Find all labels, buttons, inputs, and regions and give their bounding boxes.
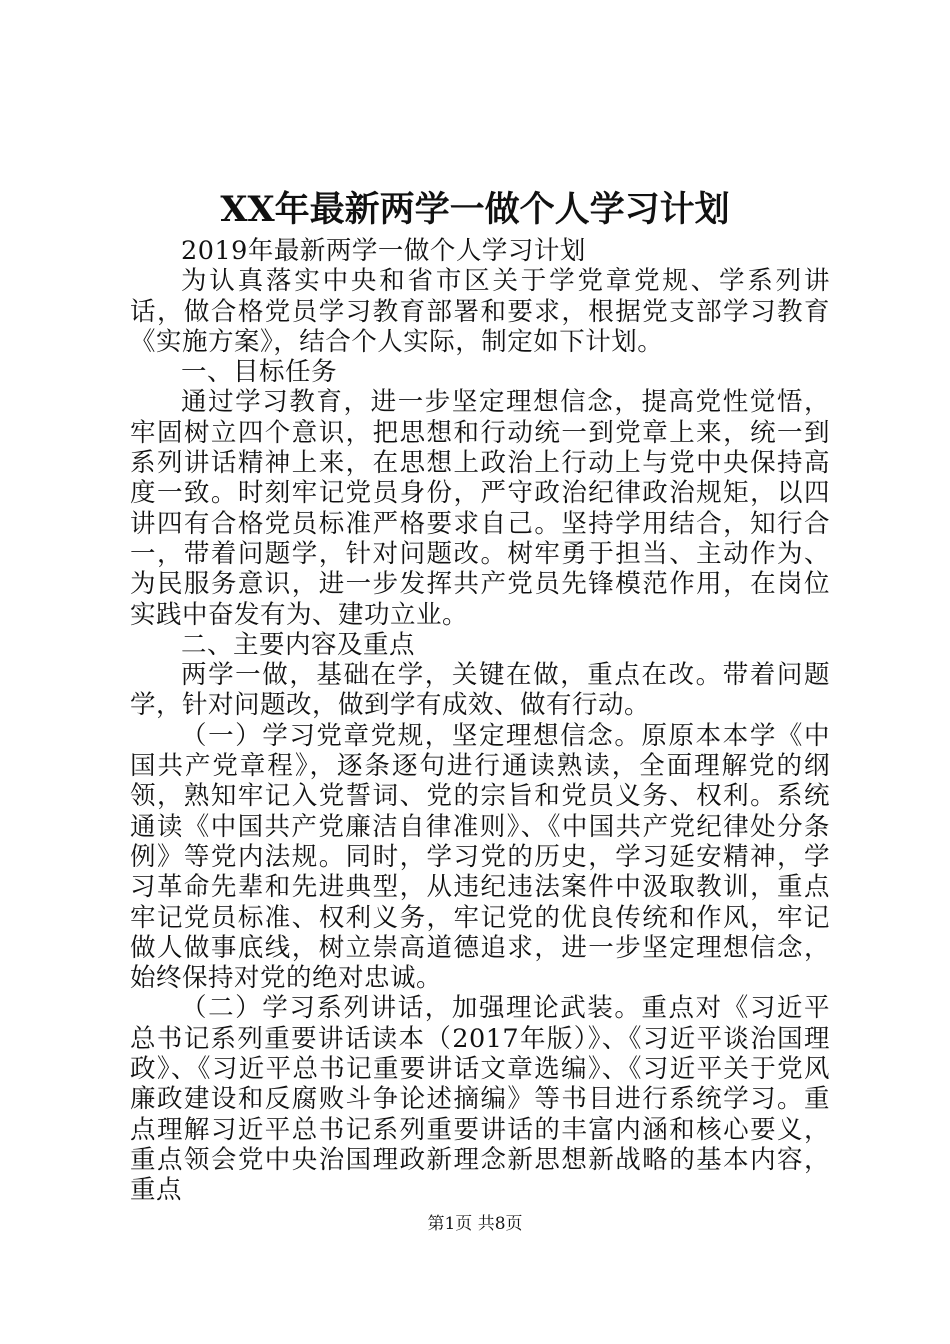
content-item-1-paragraph: （一）学习党章党规，坚定理想信念。原原本本学《中国共产党章程》，逐条逐句进行通读熟读，全面理解党的纲领，熟知牢记入党誓词、党的宗旨和党员义务、权利。系统通读《中国共产党廉洁自律准则》、《中国共产党纪律处分条例》等党内法规。同时，学习党的历史，学习延安精神，学习革命先辈和先进典型，从违纪违法案件中汲取教训，重点牢记党员标准、权利义务，牢记党的优良传统和作风，牢记做人做事底线，树立崇高道德追求，进一步坚定理想信念，始终保持对党的绝对忠诚。 <box>130 720 830 994</box>
content-item-2-paragraph: （二）学习系列讲话，加强理论武装。重点对《习近平总书记系列重要讲话读本（2017年版）》、《习近平谈治国理政》、《习近平总书记重要讲话文章选编》、《习近平关于党风廉政建设和反腐败斗争论述摘编》等书目进行系统学习。重点理解习近平总书记系列重要讲话的丰富内涵和核心要义，重点领会党中央治国理政新理念新思想新战略的基本内容，重点 <box>130 993 830 1206</box>
section-heading-content: 二、主要内容及重点 <box>181 629 416 660</box>
document-body <box>130 236 830 1206</box>
intro-paragraph: 为认真落实中央和省市区关于学党章党规、学系列讲话，做合格党员学习教育部署和要求，根据党支部学习教育《实施方案》，结合个人实际，制定如下计划。 <box>130 266 830 357</box>
document-title: XX年最新两学一做个人学习计划 <box>220 189 730 230</box>
subtitle-paragraph: 2019年最新两学一做个人学习计划 <box>181 236 586 266</box>
page-footer: 第1页 共8页 <box>427 1214 523 1234</box>
content-summary-paragraph: 两学一做，基础在学，关键在做，重点在改。带着问题学，针对问题改，做到学有成效、做有行动。 <box>130 660 830 721</box>
goals-paragraph: 通过学习教育，进一步坚定理想信念，提高党性觉悟，牢固树立四个意识，把思想和行动统一到党章上来，统一到系列讲话精神上来，在思想上政治上行动上与党中央保持高度一致。时刻牢记党员身份，严守政治纪律政治规矩，以四讲四有合格党员标准严格要求自己。坚持学用结合，知行合一，带着问题学，针对问题改。树牢勇于担当、主动作为、为民服务意识，进一步发挥共产党员先锋模范作用，在岗位实践中奋发有为、建功立业。 <box>130 387 830 630</box>
section-heading-goals: 一、目标任务 <box>181 357 338 388</box>
